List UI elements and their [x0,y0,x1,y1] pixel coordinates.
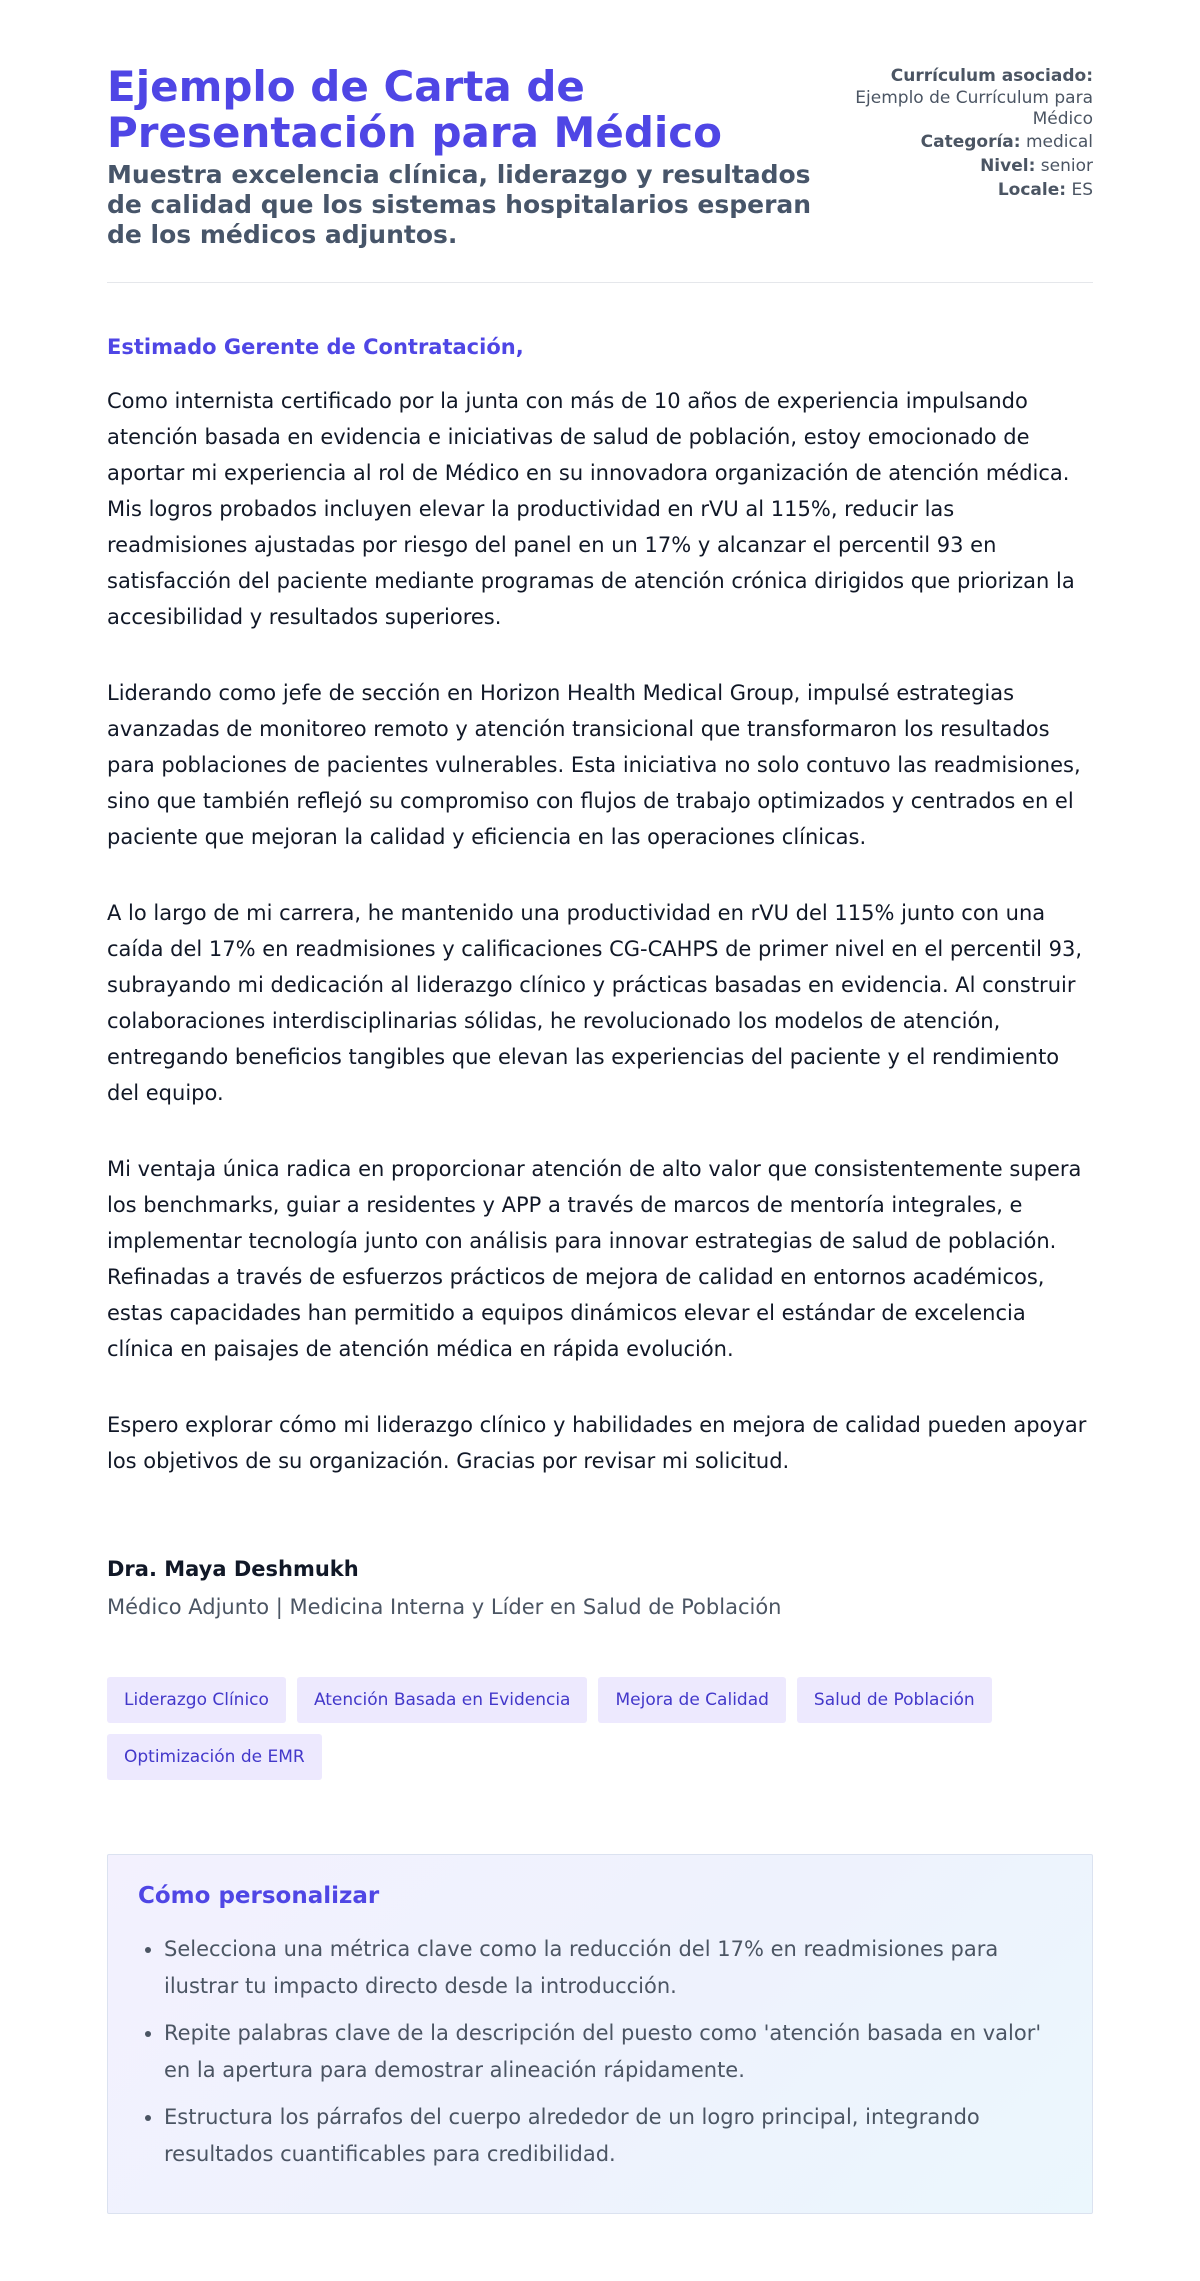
letter-paragraph: Mi ventaja única radica en proporcionar atención de alto valor que consistentemente supera los benchmarks, guiar a residentes y APP a través de marcos de mentoría integrales, e implementar tecnología junto con análisis para innovar estrategias de salud de población. Refinadas a través de esfuerzos prácticos de mejora de calidad en entornos académicos, estas capacidades han permitido a equipos dinámicos elevar el estándar de excelencia clínica en paisajes de atención médica en rápida evolución. [107,1157,1082,1361]
meta-level-row [853,154,1093,178]
letter-body [107,383,1093,1479]
signature-name: Dra. Maya Deshmukh [107,1557,359,1581]
tips-list-item: • Repite palabras clave de la descripción del puesto como 'atención basada en valor' en la apertura para demostrar alineación rápidamente. [164,2015,1062,2089]
meta-category-label: Categoría: [920,132,1021,152]
skill-tag: Salud de Población [797,1677,992,1723]
meta-locale-value: ES [1071,180,1093,200]
tips-list [138,1931,1062,2173]
letter-paragraph: A lo largo de mi carrera, he mantenido una productividad en rVU del 115% junto con una caída del 17% en readmisiones y calificaciones CG-CAHPS de primer nivel en el percentil 93, subrayando mi dedicación al liderazgo clínico y prácticas basadas en evidencia. Al construir colaboraciones interdisciplinarias sólidas, he revolucionado los modelos de atención, entregando beneficios tangibles que elevan las experiencias del paciente y el rendimiento del equipo. [107,901,1083,1105]
tips-list-item: • Selecciona una métrica clave como la reducción del 17% en readmisiones para ilustrar tu impacto directo desde la introducción. [164,1931,1062,2005]
letter-paragraph: Como internista certificado por la junta con más de 10 años de experiencia impulsando atención basada en evidencia e iniciativas de salud de población, estoy emocionado de aportar mi experiencia al rol de Médico en su innovadora organización de atención médica. Mis logros probados incluyen elevar la productividad en rVU al 115%, reducir las readmisiones ajustadas por riesgo del panel en un 17% y alcanzar el percentil 93 en satisfacción del paciente mediante programas de atención crónica dirigidos que priorizan la accesibilidad y resultados superiores. [107,389,1075,629]
metadata-panel [853,64,1093,202]
page-header [107,64,1093,283]
page-title: Ejemplo de Carta de Presentación para Médico [107,62,723,157]
letter-paragraph: Espero explorar cómo mi liderazgo clínico y habilidades en mejora de calidad pueden apoyar los objetivos de su organización. Gracias por revisar mi solicitud. [107,1413,1087,1473]
tips-title: Cómo personalizar [138,1883,380,1909]
meta-resume-row [853,64,1093,88]
meta-category-value: medical [1025,132,1093,152]
skill-tag: Liderazgo Clínico [107,1677,286,1723]
meta-category-row [853,130,1093,154]
customization-tips-box [107,1854,1093,2214]
meta-resume-value: Ejemplo de Currículum para Médico [855,88,1093,129]
meta-locale-row [853,178,1093,202]
tips-list-item: • Estructura los párrafos del cuerpo alrededor de un logro principal, integrando resultados cuantificables para credibilidad. [164,2099,1062,2173]
signature-block [107,1555,1093,1621]
meta-level-value: senior [1040,156,1093,176]
skill-tag: Atención Basada en Evidencia [297,1677,588,1723]
skill-tag: Mejora de Calidad [598,1677,785,1723]
meta-resume-label: Currículum asociado: [890,66,1093,86]
meta-level-label: Nivel: [980,156,1036,176]
letter-salutation: Estimado Gerente de Contratación, [107,335,524,359]
letter-paragraph: Liderando como jefe de sección en Horizon Health Medical Group, impulsé estrategias avanzadas de monitoreo remoto y atención transicional que transformaron los resultados para poblaciones de pacientes vulnerables. Esta iniciativa no solo contuvo las readmisiones, sino que también reflejó su compromiso con flujos de trabajo optimizados y centrados en el paciente que mejoran la calidad y eficiencia en las operaciones clínicas. [107,681,1081,849]
signature-title: Médico Adjunto | Medicina Interna y Líder en Salud de Población [107,1595,782,1619]
meta-locale-label: Locale: [997,180,1067,200]
skill-tag: Optimización de EMR [107,1734,322,1780]
skill-tags [107,1677,1107,1780]
page-subtitle: Muestra excelencia clínica, liderazgo y resultados de calidad que los sistemas hospitalarios esperan de los médicos adjuntos. [107,160,812,249]
header-title-block [107,64,827,250]
